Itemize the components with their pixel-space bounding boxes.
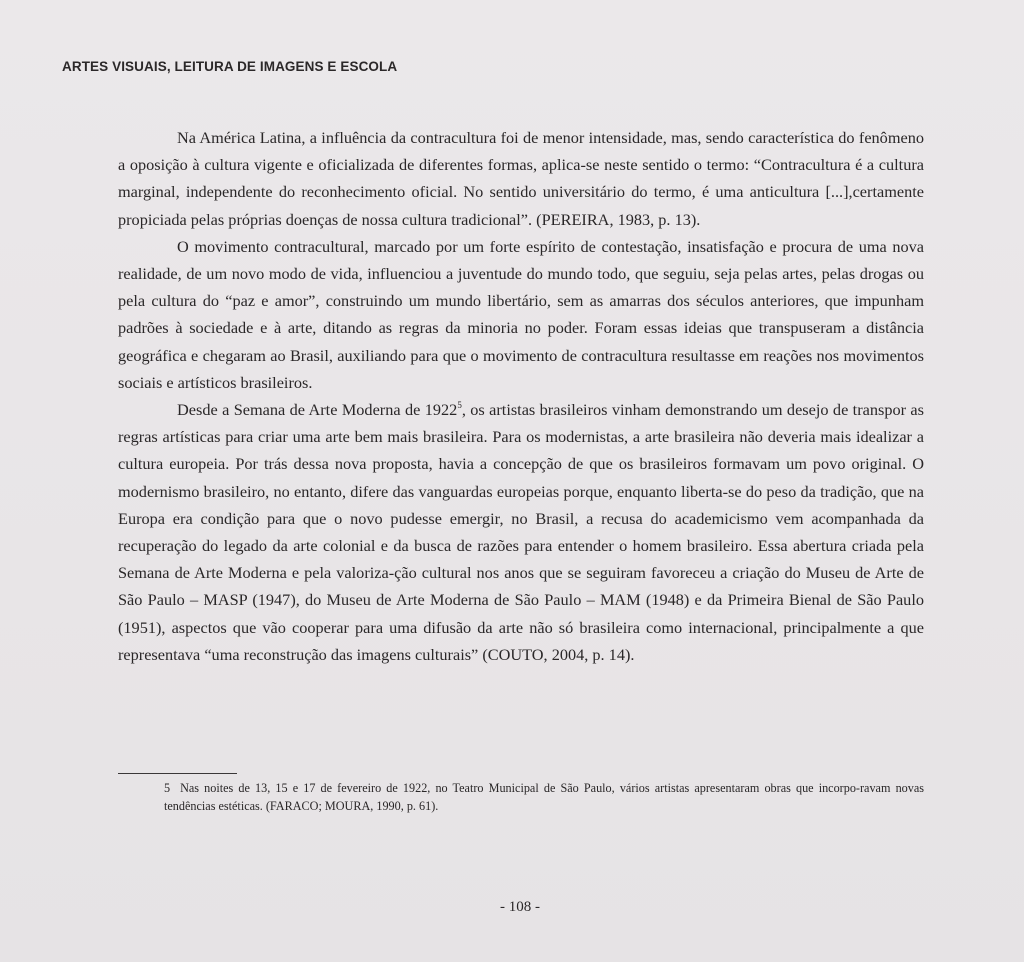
page-number: - 108 - <box>500 899 540 915</box>
paragraph-2 <box>118 233 924 396</box>
paragraph-3-text-rest: , os artistas brasileiros vinham demonstrando um desejo de transpor as regras artísticas para criar uma arte bem mais brasileira. Para os modernistas, a arte brasileira não deveria mais idealizar a cultura europeia. Por trás dessa nova proposta, havia a concepção de que os brasileiros formavam um povo original. O modernismo brasileiro, no entanto, difere das vanguardas europeias porque, enquanto liberta-se do peso da tradição, que na Europa era condição para que o novo pudesse emergir, no Brasil, a recusa do academicismo vem acompanhada da recuperação do legado da arte colonial e da busca de razões para entender o homem brasileiro. Essa abertura criada pela Semana de Arte Moderna e pela valoriza-ção cultural nos anos que se seguiram favoreceu a criação do Museu de Arte de São Paulo – MASP (1947), do Museu de Arte Moderna de São Paulo – MAM (1948) e da Primeira Bienal de São Paulo (1951), aspectos que vão cooperar para uma difusão da arte não só brasileira como internacional, principalmente a que representava “uma reconstrução das imagens culturais” (COUTO, 2004, p. 14). <box>118 400 924 664</box>
footnote-text: Nas noites de 13, 15 e 17 de fevereiro de 1922, no Teatro Municipal de São Paulo, vários artistas apresentaram obras que incorpo-ravam novas tendências estéticas. (FARACO; MOURA, 1990, p. 61). <box>164 781 924 813</box>
footnote-ref-5: 5 <box>457 399 462 410</box>
paragraph-2-text: O movimento contracultural, marcado por um forte espírito de contestação, insatisfação e procura de uma nova realidade, de um novo modo de vida, influenciou a juventude do mundo todo, que seguiu, seja pelas artes, pelas drogas ou pela cultura do “paz e amor”, construindo um mundo libertário, sem as amarras dos séculos anteriores, que impunham padrões à sociedade e à arte, ditando as regras da minoria no poder. Foram essas ideias que transpuseram a distância geográfica e chegaram ao Brasil, auxiliando para que o movimento de contracultura resultasse em reações nos movimentos sociais e artísticos brasileiros. <box>118 236 924 392</box>
running-head: ARTES VISUAIS, LEITURA DE IMAGENS E ESCOLA <box>62 59 398 74</box>
footnote-5 <box>164 780 924 815</box>
body-text <box>118 124 924 668</box>
paragraph-1-text: Na América Latina, a influência da contracultura foi de menor intensidade, mas, sendo característica do fenômeno a oposição à cultura vigente e oficializada de diferentes formas, aplica-se neste sentido o termo: “Contracultura é a cultura marginal, independente do reconhecimento oficial. No sentido universitário do termo, é uma anticultura [...],certamente propiciada pelas próprias doenças de nossa cultura tradicional”. (PEREIRA, 1983, p. 13). <box>118 128 924 229</box>
paragraph-1 <box>118 124 924 233</box>
footnote-number: 5 <box>164 781 171 795</box>
footnote-divider <box>118 773 237 774</box>
paragraph-3-text-start: Desde a Semana de Arte Moderna de 1922 <box>177 400 458 420</box>
paragraph-3 <box>118 396 924 668</box>
